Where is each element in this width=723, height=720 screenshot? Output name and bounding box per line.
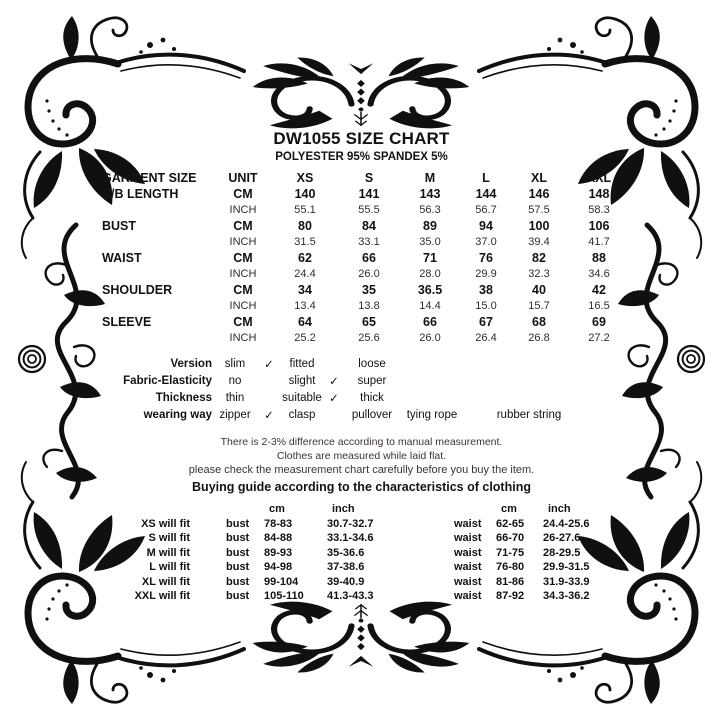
unit-cell: CM [233, 283, 253, 297]
attribute-value: no [228, 374, 242, 387]
value-cell: 65 [362, 315, 376, 329]
guide-part-label: bust [226, 546, 250, 559]
value-cell: 15.0 [475, 300, 497, 312]
attribute-label: Thickness [155, 391, 212, 404]
guide-column-header: cm [269, 503, 285, 516]
attribute-value: suitable [282, 391, 322, 404]
guide-value-cell: 28-29.5 [543, 546, 581, 559]
guide-row-label: XL will fit [141, 575, 190, 588]
value-cell: 80 [298, 219, 312, 233]
guide-value-cell: 33.1-34.6 [327, 532, 374, 545]
column-header: UNIT [228, 171, 258, 185]
value-cell: 64 [298, 315, 312, 329]
value-cell: 140 [294, 187, 316, 201]
attribute-row [0, 389, 723, 406]
value-cell: 143 [419, 187, 441, 201]
note-line: please check the measurement chart carefully before you buy the item. [188, 464, 535, 476]
value-cell: 100 [528, 219, 550, 233]
value-cell: 35.0 [419, 236, 441, 248]
attribute-value: rubber string [496, 408, 562, 421]
attribute-value: clasp [288, 408, 316, 421]
attribute-value: pullover [351, 408, 393, 421]
size-measurement-table [102, 170, 632, 346]
value-cell: 94 [479, 219, 493, 233]
value-cell: 146 [528, 187, 550, 201]
guide-value-cell: 84-88 [264, 532, 293, 545]
value-cell: 76 [479, 251, 493, 265]
unit-cell: CM [233, 219, 253, 233]
guide-value-cell: 39-40.9 [327, 575, 365, 588]
value-cell: 144 [475, 187, 497, 201]
check-mark: ✓ [329, 392, 339, 405]
table-row [102, 314, 632, 330]
guide-part-label: waist [454, 561, 482, 574]
guide-value-cell: 76-80 [496, 561, 525, 574]
guide-value-cell: 66-70 [496, 532, 525, 545]
attribute-row [0, 355, 723, 372]
value-cell: 34 [298, 283, 312, 297]
value-cell: 26.0 [358, 268, 380, 280]
value-cell: 24.4 [294, 268, 316, 280]
row-label: C/B LENGTH [102, 187, 179, 201]
page-title: DW1055 SIZE CHART [273, 129, 450, 148]
guide-value-cell: 26-27.6 [543, 532, 581, 545]
guide-part-label: waist [454, 546, 482, 559]
value-cell: 31.5 [294, 236, 316, 248]
table-row [102, 250, 632, 266]
value-cell: 36.5 [417, 283, 443, 297]
unit-cell: INCH [229, 332, 257, 344]
guide-value-cell: 87-92 [496, 590, 525, 603]
guide-value-cell: 71-75 [496, 546, 525, 559]
value-cell: 106 [588, 219, 610, 233]
guide-row-label: M will fit [146, 546, 190, 559]
guide-value-cell: 105-110 [264, 590, 304, 603]
value-cell: 14.4 [419, 300, 441, 312]
column-header: L [482, 171, 490, 185]
row-label: SLEEVE [102, 315, 152, 329]
value-cell: 57.5 [528, 204, 550, 216]
row-label: SHOULDER [102, 283, 173, 297]
value-cell: 26.0 [419, 332, 441, 344]
guide-part-label: waist [454, 532, 482, 545]
guide-part-label: bust [226, 561, 250, 574]
value-cell: 41.7 [588, 236, 610, 248]
guide-row [70, 575, 645, 590]
guide-part-label: waist [454, 590, 482, 603]
check-mark: ✓ [264, 358, 274, 371]
value-cell: 34.6 [588, 268, 610, 280]
table-row [102, 234, 632, 250]
attribute-value: super [357, 374, 387, 387]
table-row [102, 186, 632, 202]
guide-column-header: inch [548, 503, 571, 516]
value-cell: 67 [479, 315, 493, 329]
value-cell: 141 [358, 187, 380, 201]
attribute-value: fitted [289, 357, 315, 370]
guide-part-label: waist [454, 517, 482, 530]
value-cell: 27.2 [588, 332, 610, 344]
column-header: XS [296, 171, 314, 185]
guide-row [70, 517, 645, 532]
guide-row [70, 560, 645, 575]
column-header: S [364, 171, 374, 185]
attribute-value: thin [225, 391, 245, 404]
guide-row [70, 546, 645, 561]
buying-guide-heading: Buying guide according to the characteristics of clothing [192, 480, 531, 494]
garment-attributes [0, 355, 723, 423]
guide-value-cell: 78-83 [264, 517, 293, 530]
value-cell: 69 [592, 315, 606, 329]
value-cell: 56.7 [475, 204, 497, 216]
measurement-notes [0, 436, 723, 495]
value-cell: 89 [423, 219, 437, 233]
check-mark: ✓ [329, 375, 339, 388]
value-cell: 71 [423, 251, 437, 265]
guide-value-cell: 62-65 [496, 517, 525, 530]
column-header: GARMENT SIZE [102, 171, 197, 185]
row-label: WAIST [102, 251, 142, 265]
attribute-value: thick [360, 391, 384, 404]
guide-part-label: bust [226, 517, 250, 530]
table-row [102, 298, 632, 314]
value-cell: 82 [532, 251, 546, 265]
attribute-row [0, 372, 723, 389]
value-cell: 58.3 [588, 204, 610, 216]
guide-value-cell: 94-98 [264, 561, 293, 574]
guide-column-header: inch [332, 503, 355, 516]
guide-row-label: XS will fit [141, 517, 190, 530]
value-cell: 66 [362, 251, 376, 265]
guide-row-label: XXL will fit [134, 590, 190, 603]
guide-row [70, 531, 645, 546]
row-label: BUST [102, 219, 137, 233]
value-cell: 13.8 [358, 300, 380, 312]
guide-value-cell: 81-86 [496, 575, 525, 588]
attribute-label: Fabric-Elasticity [123, 374, 212, 387]
column-header: XL [531, 171, 547, 185]
guide-row-label: L will fit [149, 561, 190, 574]
buying-guide-table [70, 502, 645, 604]
value-cell: 148 [588, 187, 610, 201]
value-cell: 84 [362, 219, 376, 233]
attribute-value: tying rope [406, 408, 458, 421]
value-cell: 55.5 [358, 204, 380, 216]
guide-part-label: bust [226, 575, 250, 588]
guide-header-row [70, 502, 645, 517]
size-table-header-row [102, 170, 632, 186]
value-cell: 25.6 [358, 332, 380, 344]
value-cell: 38 [479, 283, 493, 297]
attribute-value: slight [288, 374, 316, 387]
column-header: XXL [586, 171, 612, 185]
unit-cell: INCH [229, 300, 257, 312]
attribute-value: loose [358, 357, 386, 370]
attribute-label: Version [170, 357, 212, 370]
guide-value-cell: 37-38.6 [327, 561, 365, 574]
value-cell: 62 [298, 251, 312, 265]
attribute-value: slim [224, 357, 246, 370]
guide-value-cell: 24.4-25.6 [543, 517, 590, 530]
value-cell: 29.9 [475, 268, 497, 280]
value-cell: 40 [532, 283, 546, 297]
guide-part-label: bust [226, 532, 250, 545]
guide-row [70, 589, 645, 604]
value-cell: 32.3 [528, 268, 550, 280]
value-cell: 42 [592, 283, 606, 297]
value-cell: 56.3 [419, 204, 441, 216]
guide-value-cell: 35-36.6 [327, 546, 365, 559]
guide-part-label: waist [454, 575, 482, 588]
note-line: There is 2-3% difference according to manual measurement. [220, 436, 503, 448]
value-cell: 25.2 [294, 332, 316, 344]
unit-cell: CM [233, 251, 253, 265]
attribute-row [0, 406, 723, 423]
attribute-value: zipper [219, 408, 251, 421]
value-cell: 26.4 [475, 332, 497, 344]
attribute-label: wearing way [143, 408, 212, 421]
table-row [102, 202, 632, 218]
guide-row-label: S will fit [148, 532, 190, 545]
value-cell: 16.5 [588, 300, 610, 312]
unit-cell: CM [233, 315, 253, 329]
guide-part-label: bust [226, 590, 250, 603]
guide-value-cell: 99-104 [264, 575, 299, 588]
value-cell: 13.4 [294, 300, 316, 312]
unit-cell: CM [233, 187, 253, 201]
table-row [102, 330, 632, 346]
unit-cell: INCH [229, 236, 257, 248]
value-cell: 68 [532, 315, 546, 329]
guide-value-cell: 41.3-43.3 [327, 590, 374, 603]
value-cell: 15.7 [528, 300, 550, 312]
value-cell: 39.4 [528, 236, 550, 248]
fabric-composition: POLYESTER 95% SPANDEX 5% [275, 151, 448, 163]
guide-value-cell: 34.3-36.2 [543, 590, 590, 603]
value-cell: 55.1 [294, 204, 316, 216]
note-line: Clothes are measured while laid flat. [276, 449, 447, 462]
value-cell: 35 [362, 283, 376, 297]
value-cell: 88 [592, 251, 606, 265]
value-cell: 28.0 [419, 268, 441, 280]
unit-cell: INCH [229, 268, 257, 280]
column-header: M [424, 171, 436, 185]
unit-cell: INCH [229, 204, 257, 216]
guide-value-cell: 29.9-31.5 [543, 561, 590, 574]
table-row [102, 266, 632, 282]
value-cell: 33.1 [358, 236, 380, 248]
table-row [102, 218, 632, 234]
value-cell: 37.0 [475, 236, 497, 248]
guide-column-header: cm [501, 503, 517, 516]
guide-value-cell: 30.7-32.7 [327, 517, 374, 530]
table-row [102, 282, 632, 298]
value-cell: 26.8 [528, 332, 550, 344]
guide-value-cell: 89-93 [264, 546, 293, 559]
guide-value-cell: 31.9-33.9 [543, 575, 590, 588]
check-mark: ✓ [264, 409, 274, 422]
value-cell: 66 [423, 315, 437, 329]
